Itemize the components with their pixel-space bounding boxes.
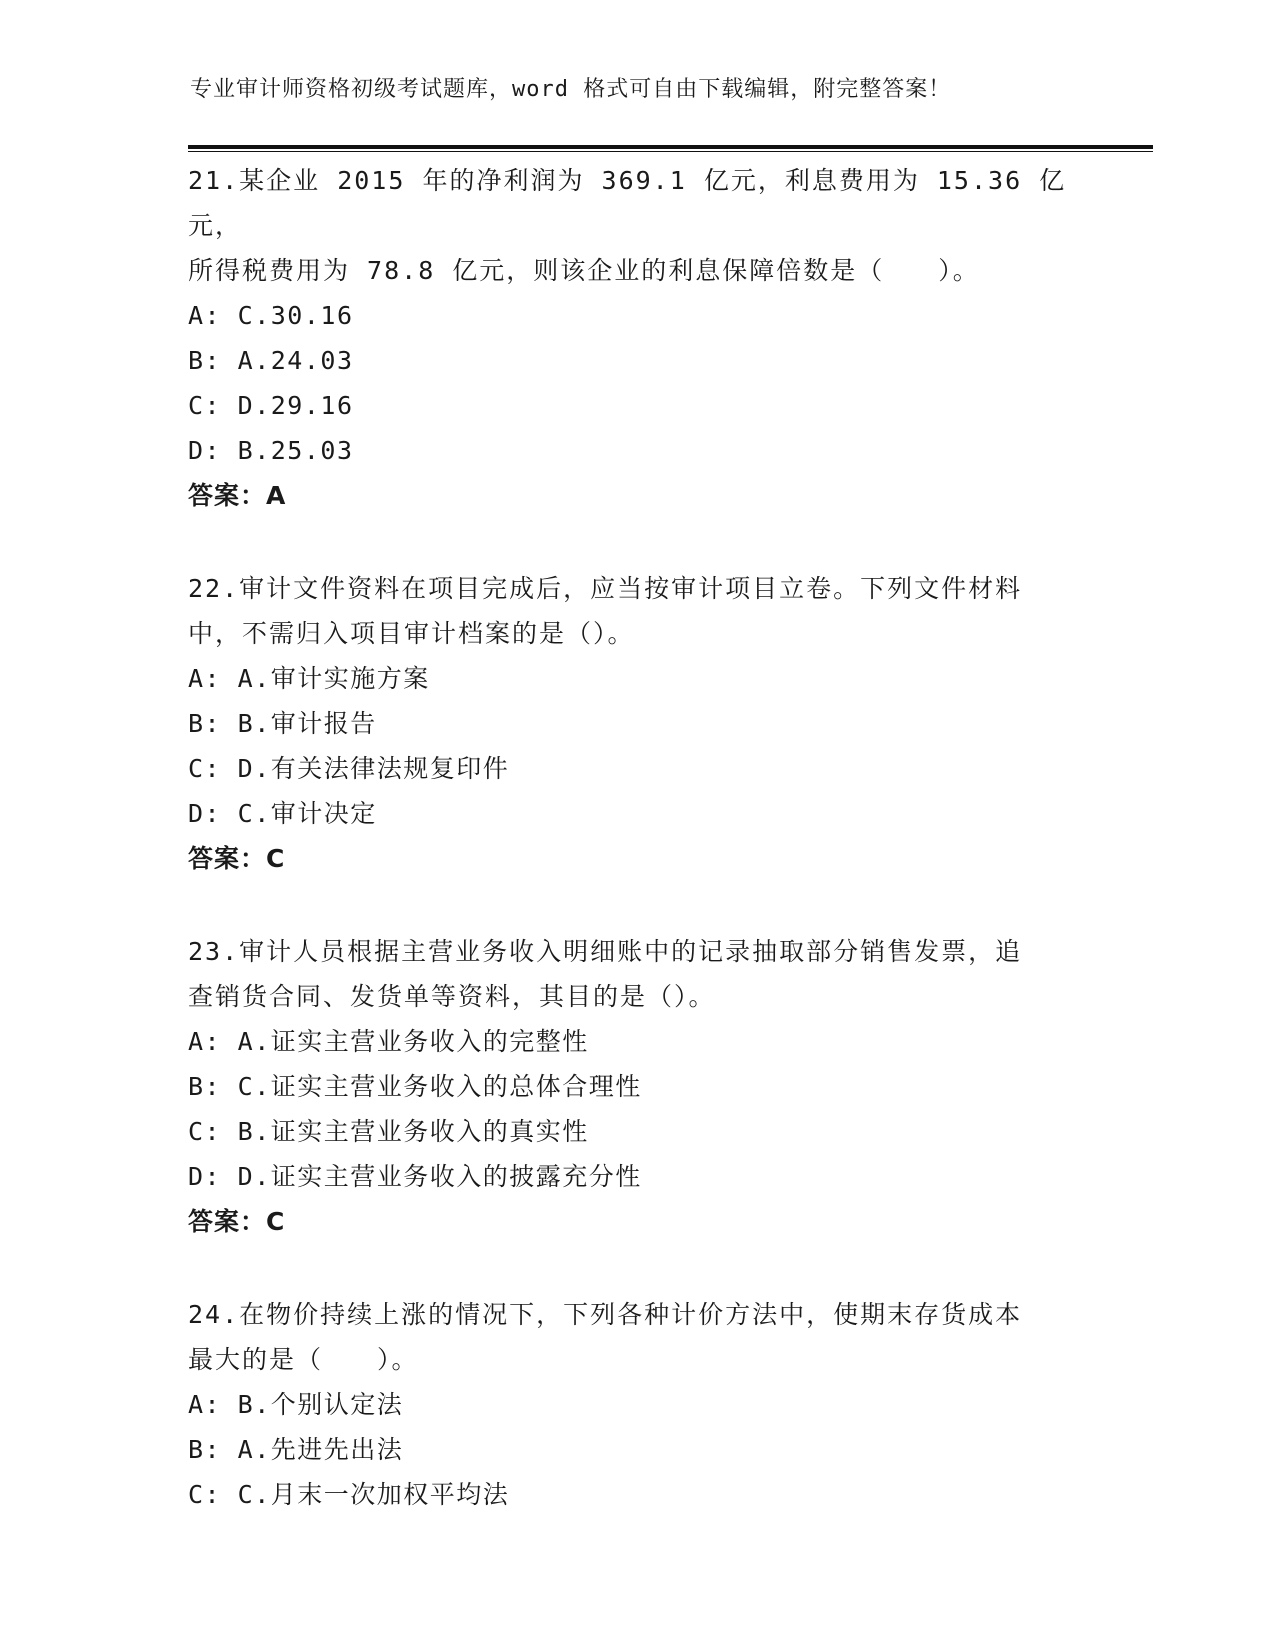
option-b: B: A.先进先出法 [188, 1435, 404, 1464]
question-stem [188, 1292, 1088, 1382]
option-b: B: C.证实主营业务收入的总体合理性 [188, 1072, 642, 1101]
header-rule-thick [188, 145, 1153, 149]
question-stem-line: 中，不需归入项目审计档案的是（）。 [188, 619, 635, 648]
question-23 [188, 929, 1088, 1244]
option-a: A: C.30.16 [188, 301, 354, 330]
question-stem-line: 24.在物价持续上涨的情况下，下列各种计价方法中，使期末存货成本 [188, 1300, 1023, 1329]
option-c: C: D.29.16 [188, 391, 354, 420]
question-stem-line: 最大的是（ ）。 [188, 1345, 419, 1374]
question-21 [188, 158, 1088, 518]
question-stem [188, 566, 1088, 656]
option-d: D: C.审计决定 [188, 799, 377, 828]
question-stem-line: 查销货合同、发货单等资料，其目的是（）。 [188, 982, 716, 1011]
answer: 答案：C [188, 844, 286, 873]
question-stem-line: 23.审计人员根据主营业务收入明细账中的记录抽取部分销售发票，追 [188, 937, 1023, 966]
question-22 [188, 566, 1088, 881]
answer: 答案：A [188, 481, 287, 510]
question-stem-line: 21.某企业 2015 年的净利润为 369.1 亿元，利息费用为 15.36 亿元， [188, 166, 1067, 240]
question-stem-line: 所得税费用为 78.8 亿元，则该企业的利息保障倍数是（ ）。 [188, 256, 980, 285]
question-stem-line: 22.审计文件资料在项目完成后，应当按审计项目立卷。下列文件材料 [188, 574, 1023, 603]
option-d: D: D.证实主营业务收入的披露充分性 [188, 1162, 642, 1191]
page-header: 专业审计师资格初级考试题库，word 格式可自由下载编辑，附完整答案！ [190, 77, 952, 102]
question-24 [188, 1292, 1088, 1517]
option-d: D: B.25.03 [188, 436, 354, 465]
option-c: C: B.证实主营业务收入的真实性 [188, 1117, 589, 1146]
option-a: A: B.个别认定法 [188, 1390, 404, 1419]
option-c: C: D.有关法律法规复印件 [188, 754, 510, 783]
option-a: A: A.证实主营业务收入的完整性 [188, 1027, 589, 1056]
option-c: C: C.月末一次加权平均法 [188, 1480, 510, 1509]
answer: 答案：C [188, 1207, 286, 1236]
option-b: B: A.24.03 [188, 346, 354, 375]
header-rule-thin [188, 151, 1153, 152]
question-stem [188, 158, 1088, 293]
question-list [188, 158, 1088, 1517]
question-stem [188, 929, 1088, 1019]
option-b: B: B.审计报告 [188, 709, 377, 738]
option-a: A: A.审计实施方案 [188, 664, 430, 693]
